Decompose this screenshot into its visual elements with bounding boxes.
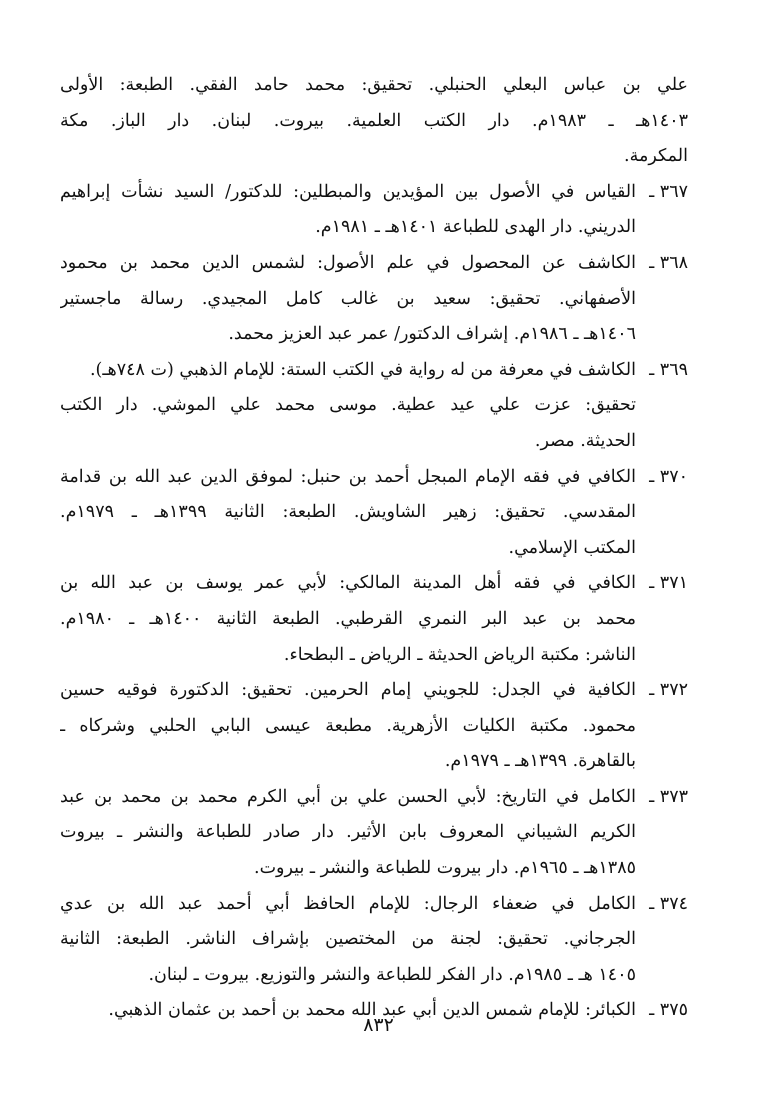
entry-line: الكافي في فقه الإمام المبجل أحمد بن حنبل: لموفق الدين عبد الله بن قدامة — [60, 466, 636, 487]
entry-line: الدريني. دار الهدى للطباعة ١٤٠١هـ ـ ١٩٨١م. — [315, 217, 636, 238]
entry-line: الكريم الشيباني المعروف بابن الأثير. دار صادر للطباعة والنشر ـ بيروت — [60, 822, 636, 843]
entry-line: الجرجاني. تحقيق: لجنة من المختصين بإشراف الناشر. الطبعة: الثانية — [60, 929, 636, 950]
entry-line: تحقيق: عزت علي عيد عطية. موسى محمد علي الموشي. دار الكتب — [60, 395, 636, 416]
entry-line: ١٤٠٦هـ ـ ١٩٨٦م. إشراف الدكتور/ عمر عبد العزيز محمد. — [228, 324, 636, 345]
entry-number: ٣٧٣ ـ — [649, 786, 688, 807]
entry-line: الكبائر: للإمام شمس الدين أبي عبد الله محمد بن أحمد بن عثمان الذهبي. — [108, 1000, 636, 1021]
entry-line: محمد بن عبد البر النمري القرطبي. الطبعة الثانية ١٤٠٠هـ ـ ١٩٨٠م. — [60, 608, 636, 629]
entry-line: بالقاهرة. ١٣٩٩هـ ـ ١٩٧٩م. — [444, 751, 636, 772]
entry-line: الكاشف عن المحصول في علم الأصول: لشمس الدين محمد بن محمود — [60, 252, 636, 273]
entry-number: ٣٧٢ ـ — [649, 680, 688, 701]
entry-number: ٣٧٠ ـ — [649, 466, 688, 487]
entry-line: الكامل في ضعفاء الرجال: للإمام الحافظ أبي أحمد عبد الله بن عدي — [60, 893, 636, 914]
entry-number: ٣٧٥ ـ — [649, 1000, 688, 1021]
bibliography-entry-368 — [60, 246, 688, 353]
continuation-entry — [60, 68, 688, 175]
entry-line: المقدسي. تحقيق: زهير الشاويش. الطبعة: الثانية ١٣٩٩هـ ـ ١٩٧٩م. — [60, 502, 636, 523]
entry-line: الأصفهاني. تحقيق: سعيد بن غالب كامل المجيدي. رسالة ماجستير — [60, 288, 636, 309]
bibliography-entry-370 — [60, 460, 688, 567]
entry-number: ٣٧١ ـ — [649, 573, 688, 594]
entry-line: علي بن عباس البعلي الحنبلي. تحقيق: محمد حامد الفقي. الطبعة: الأولى — [60, 75, 688, 95]
entry-line: المكتب الإسلامي. — [508, 537, 636, 558]
bibliography-entry-369 — [60, 353, 688, 460]
entry-line: ١٤٠٥ هـ ـ ١٩٨٥م. دار الفكر للطباعة والنشر والتوزيع. بيروت ـ لبنان. — [148, 964, 636, 985]
bibliography-page — [60, 68, 688, 1029]
bibliography-entry-372 — [60, 673, 688, 780]
entry-line: الحديثة. مصر. — [534, 430, 636, 451]
bibliography-entry-373 — [60, 780, 688, 887]
entry-number: ٣٦٧ ـ — [649, 181, 688, 202]
bibliography-entry-374 — [60, 887, 688, 994]
entry-line: ١٣٨٥هـ ـ ١٩٦٥م. دار بيروت للطباعة والنشر ـ بيروت. — [254, 858, 636, 879]
entry-line: المكرمة. — [624, 146, 688, 167]
entry-line: الكاشف في معرفة من له رواية في الكتب الستة: للإمام الذهبي (ت ٧٤٨هـ). — [89, 359, 636, 380]
entry-number: ٣٧٤ ـ — [649, 893, 688, 914]
entry-number: ٣٦٩ ـ — [649, 359, 688, 380]
entry-line: الكامل في التاريخ: لأبي الحسن علي بن أبي الكرم محمد بن محمد بن عبد — [60, 786, 636, 807]
bibliography-entry-367 — [60, 175, 688, 246]
bibliography-entry-371 — [60, 566, 688, 673]
entry-line: ١٤٠٣هـ ـ ١٩٨٣م. دار الكتب العلمية. بيروت. لبنان. دار الباز. مكة — [60, 110, 688, 131]
entry-line: الكافي في فقه أهل المدينة المالكي: لأبي عمر يوسف بن عبد الله بن — [60, 573, 636, 594]
entry-line: محمود. مكتبة الكليات الأزهرية. مطبعة عيسى البابي الحلبي وشركاه ـ — [60, 715, 636, 736]
entry-number: ٣٦٨ ـ — [649, 252, 688, 273]
page-number: ٨٣٢ — [363, 1014, 394, 1036]
entry-line: القياس في الأصول بين المؤيدين والمبطلين: للدكتور/ السيد نشأت إبراهيم — [60, 181, 636, 202]
entry-line: الناشر: مكتبة الرياض الحديثة ـ الرياض ـ البطحاء. — [283, 644, 636, 665]
entry-line: الكافية في الجدل: للجويني إمام الحرمين. تحقيق: الدكتورة فوقيه حسين — [60, 680, 636, 701]
